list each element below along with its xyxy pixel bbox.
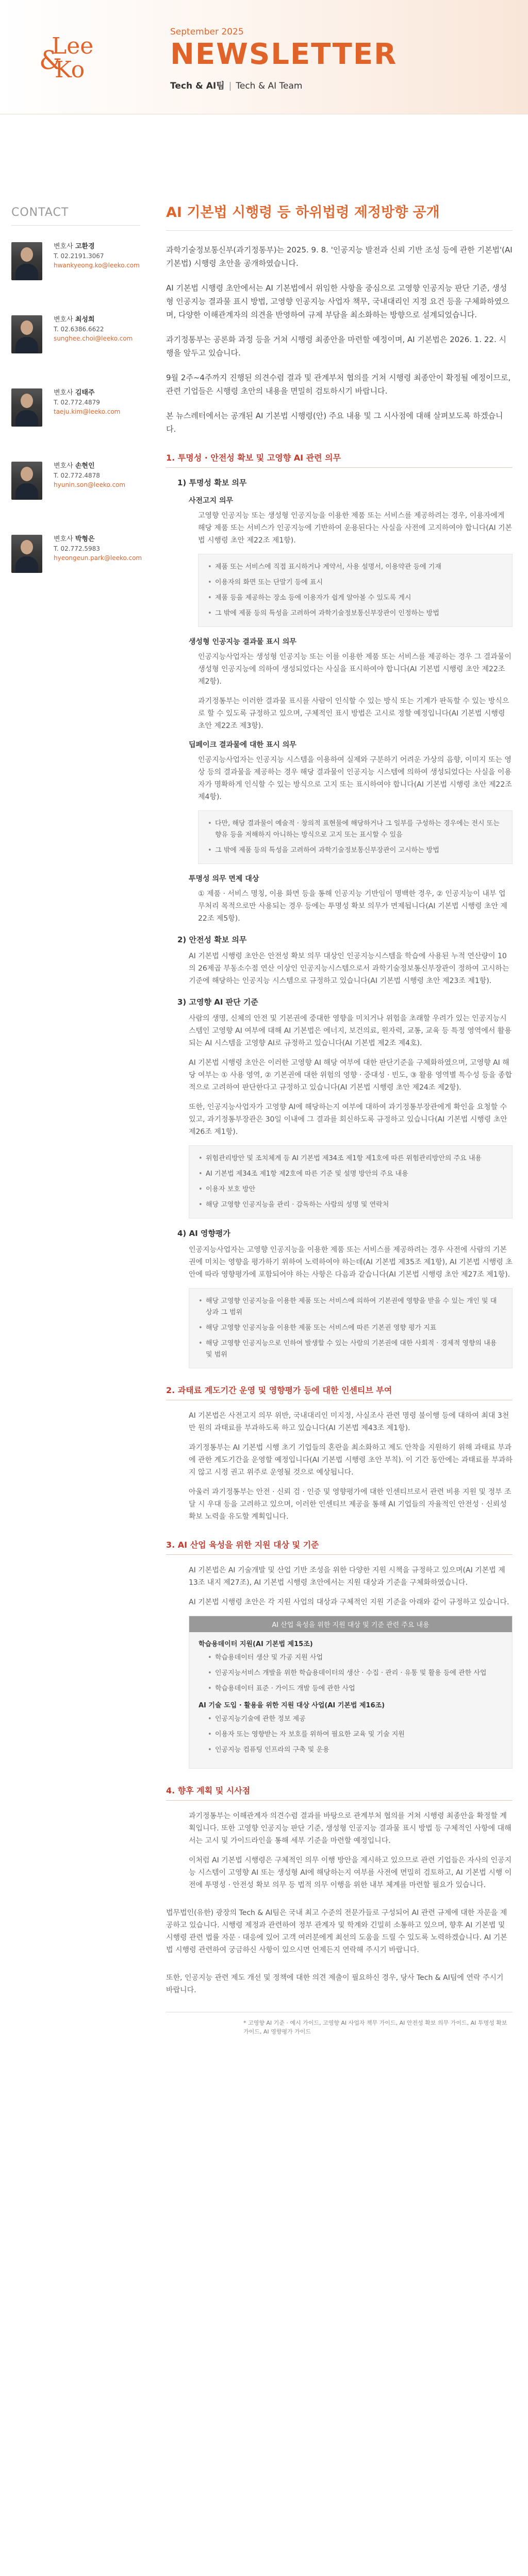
section-4 bbox=[166, 1784, 513, 1891]
avatar bbox=[11, 242, 42, 280]
avatar bbox=[11, 315, 42, 353]
intro-paragraph: 과기정통부는 공론화 과정 등을 거쳐 시행령 최종안을 마련할 예정이며, AI 기본법은 2026. 1. 22. 시행을 앞두고 있습니다. bbox=[166, 335, 506, 358]
info-box bbox=[189, 1288, 513, 1368]
contact-tel: T. 02.772.5983 bbox=[54, 545, 100, 552]
intro-paragraph: AI 기본법 시행령 초안에서는 AI 기본법에서 위임한 사항을 중심으로 고영향 인공지능 판단 기준, 생성형 인공지능 결과물 표시 방법, 고영향 인공지능 사업자 책무, 국내대리인 지정 요건 등을 구체화하였으며, 다양한 이해관계자의 의견을 반영하여 규제 부담을 최소화하는 방향으로 설계되었습니다. bbox=[166, 283, 509, 319]
contact-name-line bbox=[54, 242, 140, 251]
section-heading: 4. 향후 계획 및 시사점 bbox=[166, 1784, 513, 1801]
contact-email-link[interactable]: hyeongeun.park@leeko.com bbox=[54, 554, 142, 562]
article-intro bbox=[166, 243, 513, 436]
table-list bbox=[208, 1714, 503, 1756]
article-body bbox=[166, 201, 513, 2036]
intro-paragraph: 본 뉴스레터에서는 공개된 AI 기본법 시행령(안) 주요 내용 및 그 시사점에 대해 살펴보도록 하겠습니다. bbox=[166, 411, 503, 434]
subsection-heading: 4) AI 영향평가 bbox=[177, 1229, 230, 1238]
section-2 bbox=[166, 1384, 513, 1523]
table-list-item: • 학습용데이터 표준 · 가이드 개발 등에 관한 사업 bbox=[208, 1683, 503, 1694]
box-item: • 해당 고영향 인공지능으로 인하여 발생할 수 있는 사람의 기본권에 대한 사회적 · 경제적 영향의 내용 및 범위 bbox=[199, 1338, 503, 1361]
section-3 bbox=[166, 1538, 513, 1769]
issue-date: September 2025 bbox=[170, 27, 244, 37]
box-item: • 위험관리방안 및 조치체계 등 AI 기본법 제34조 제1항 제1호에 따른 위험관리방안의 주요 내용 bbox=[199, 1153, 503, 1164]
contact-name-line bbox=[54, 388, 120, 398]
box-item: • 그 밖에 제품 등의 특성을 고려하여 과학기술정보통신부장관이 고시하는 방법 bbox=[208, 845, 503, 856]
item-heading: 생성형 인공지능 결과물 표시 의무 bbox=[189, 638, 296, 646]
article-title: AI 기본법 시행령 등 하위법령 제정방향 공개 bbox=[166, 201, 513, 231]
lee-ko-logo[interactable] bbox=[37, 30, 113, 87]
paragraph: 사람의 생명, 신체의 안전 및 기본권에 중대한 영향을 미치거나 위험을 초래할 우려가 있는 인공지능시스템인 고영향 AI 여부에 대해 AI 기본법은 에너지, 보건의료, 원자력, 교통, 교육 등 특정 영역에서 활용되는 AI 시스템을 고영향 AI로 규정하고 있습니다(AI 기본법 제2조 제4호). bbox=[189, 1014, 512, 1047]
contact-name: 최성희 bbox=[75, 316, 95, 324]
info-box bbox=[198, 554, 513, 627]
team-label bbox=[170, 78, 397, 91]
table-section-title: 학습용데이터 지원(AI 기본법 제15조) bbox=[199, 1640, 313, 1648]
table-list-item: • 인공지능서비스 개발을 위한 학습용데이터의 생산 · 수집 · 관리 · 유통 및 활용 등에 관한 사업 bbox=[208, 1668, 503, 1679]
paragraph: AI 기본법은 AI 기술개발 및 산업 기반 조성을 위한 다양한 지원 시책을 규정하고 있으며(AI 기본법 제13조 내지 제27조), AI 기본법 시행령 초안에서는 지원 대상과 기준을 구체화하였습니다. bbox=[189, 1566, 505, 1587]
contact-role: 변호사 bbox=[54, 535, 73, 543]
contact-email-link[interactable]: sunghee.choi@leeko.com bbox=[54, 335, 133, 342]
paragraph: 인공지능사업자는 생성형 인공지능 또는 이를 이용한 제품 또는 서비스를 제공하는 경우 그 결과물이 생성형 인공지능에 의하여 생성되었다는 사실을 표시하여야 합니다(AI 기본법 시행령 초안 제22조 제2항). bbox=[198, 653, 512, 686]
contact-card bbox=[11, 388, 140, 445]
subsection-heading: 3) 고영향 AI 판단 기준 bbox=[177, 997, 258, 1007]
item-heading: 사전고지 의무 bbox=[189, 497, 234, 505]
paragraph: 과기정통부는 AI 기본법 시행 초기 기업들의 혼란을 최소화하고 제도 안착을 지원하기 위해 과태료 부과에 관한 계도기간을 운영할 예정입니다(AI 기본법 시행령 초안 부칙). 이 기간 동안에는 과태료를 부과하지 않고 시정 권고 위주로 운영될 것으로 예상됩니다. bbox=[189, 1444, 513, 1477]
contact-card bbox=[11, 315, 140, 372]
contact-role: 변호사 bbox=[54, 462, 73, 470]
intro-paragraph: 과학기술정보통신부(과기정통부)는 2025. 9. 8. '인공지능 발전과 신뢰 기반 조성 등에 관한 기본법'(AI 기본법) 시행령 초안을 공개하였습니다. bbox=[166, 245, 513, 268]
contact-role: 변호사 bbox=[54, 389, 73, 397]
paragraph: 아울러 과기정통부는 안전 · 신뢰 검 · 인증 및 영향평가에 대한 인센티브로서 관련 비용 지원 및 정부 조달 시 우대 등을 고려하고 있으며, 이러한 인센티브 제공을 통해 AI 기업들의 자율적인 안전성 · 신뢰성 확보 노력을 유도할 계획입니다. bbox=[189, 1488, 512, 1521]
table-list-item: • 인공지능 컴퓨팅 인프라의 구축 및 운용 bbox=[208, 1744, 503, 1756]
logo-ko: Ko bbox=[55, 57, 85, 83]
table-section-title: AI 기술 도입 · 활용을 위한 지원 대상 사업(AI 기본법 제16조) bbox=[199, 1702, 385, 1709]
box-item: • 그 밖에 제품 등의 특성을 고려하여 과학기술정보통신부장관이 인정하는 방법 bbox=[208, 608, 503, 619]
paragraph: 인공지능사업자는 인공지능 시스템을 이용하여 실제와 구분하기 어려운 가상의 음향, 이미지 또는 영상 등의 결과물을 제공하는 경우 해당 결과물이 인공지능 시스템에 의하여 생성되었다는 사실을 이용자가 명확하게 인식할 수 있는 방식으로 고지 또는 표시하여야 합니다(AI 기본법 시행령 초안 제22조 제4항). bbox=[198, 756, 512, 801]
table-list-item: • 인공지능기술에 관한 정보 제공 bbox=[208, 1714, 503, 1725]
info-box bbox=[189, 1145, 513, 1218]
contact-role: 변호사 bbox=[54, 316, 73, 324]
support-table-box bbox=[189, 1616, 513, 1769]
table-list-item: • 이용자 또는 영향받는 자 보호를 위하여 필요한 교육 및 기술 지원 bbox=[208, 1729, 503, 1740]
box-item: • 이용자의 화면 또는 단말기 등에 표시 bbox=[208, 577, 503, 588]
paragraph: 인공지능사업자는 고영향 인공지능을 이용한 제품 또는 서비스를 제공하려는 경우 사전에 사람의 기본권에 미치는 영향을 평가하기 위하여 노력하여야 하는데(AI 기본법 제35조 제1항), AI 기본법 시행령 초안에 따라 영향평가에 포함되어야 하는 사항은 다음과 같습니다(AI 기본법 시행령 초안 제27조 제1항). bbox=[189, 1246, 513, 1279]
box-item: • 다만, 해당 결과물이 예술적 · 창의적 표현물에 해당하거나 그 일부를 구성하는 경우에는 전시 또는 향유 등을 저해하지 아니하는 방식으로 고지 또는 표시할 수 있음 bbox=[208, 818, 503, 841]
contact-sidebar bbox=[11, 206, 140, 591]
paragraph: ① 제품 · 서비스 명칭, 이용 화면 등을 통해 인공지능 기반임이 명백한 경우, ② 인공지능이 내부 업무처리 목적으로만 사용되는 경우 등에는 투명성 확보 의무가 면제됩니다(AI 기본법 시행령 초안 제22조 제5항). bbox=[198, 890, 508, 923]
contact-info bbox=[54, 242, 140, 270]
contact-name-line bbox=[54, 535, 142, 544]
contact-name: 박형은 bbox=[75, 535, 95, 543]
paragraph: 고영향 인공지능 또는 생성형 인공지능을 이용한 제품 또는 서비스를 제공하려는 경우, 이용자에게 해당 제품 또는 서비스가 인공지능에 기반하여 운용된다는 사실을 사전에 고지하여야 합니다(AI 기본법 시행령 초안 제22조 제1항). bbox=[198, 512, 513, 545]
team-name-ko: Tech & AI팀 bbox=[170, 81, 225, 91]
paragraph: 과기정통부는 이해관계자 의견수렴 결과를 바탕으로 관계부처 협의를 거쳐 시행령 최종안을 확정할 계획입니다. 또한 고영향 인공지능 판단 기준, 생성형 인공지능 결과물 표시 방법 등 구체적인 사항에 대해서는 고시 및 가이드라인을 통해 세부 기준을 마련할 예정입니다. bbox=[189, 1812, 512, 1845]
contact-name: 손현인 bbox=[75, 462, 95, 470]
contact-tel: T. 02.2191.3067 bbox=[54, 252, 104, 260]
footnote: * 고영향 AI 기준 · 예시 가이드, 고영향 AI 사업자 책무 가이드, AI 안전성 확보 의무 가이드, AI 투명성 확보 가이드, AI 영향평가 가이드 bbox=[166, 2012, 513, 2036]
contact-tel: T. 02.6386.6622 bbox=[54, 326, 104, 333]
avatar bbox=[11, 462, 42, 500]
contact-info bbox=[54, 535, 142, 563]
paragraph: 또한, 인공지능사업자가 고영향 AI에 해당하는지 여부에 대하여 과기정통부장관에게 확인을 요청할 수 있고, 과기정통부장관은 30일 이내에 그 결과를 회신하도록 규정하고 있습니다(AI 기본법 시행령 초안 제26조 제1항). bbox=[189, 1103, 507, 1136]
team-separator: | bbox=[228, 81, 232, 91]
box-item: • AI 기본법 제34조 제1항 제2호에 따른 기준 및 설명 방안의 주요 내용 bbox=[199, 1168, 503, 1180]
contact-info bbox=[54, 462, 125, 489]
contact-card bbox=[11, 462, 140, 518]
info-box bbox=[198, 810, 513, 864]
closing-paragraph: 법무법인(유한) 광장의 Tech & AI팀은 국내 최고 수준의 전문가들로 구성되어 AI 관련 규제에 대한 자문을 제공하고 있습니다. 시행령 제정과 관련하여 정부 관계자 및 학계와 긴밀히 소통하고 있으며, 향후 AI 기본법 및 시행령 관련 법률 자문 · 대응에 있어 고객 여러분에게 최선의 도움을 드릴 수 있도록 노력하겠습니다. AI 기본법 시행령 관련하여 궁금하신 사항이 있으시면 언제든지 연락해 주시기 바랍니다. bbox=[166, 1909, 507, 1954]
section-1 bbox=[166, 451, 513, 1368]
contact-card bbox=[11, 535, 140, 591]
paragraph: 이처럼 AI 기본법 시행령은 구체적인 의무 이행 방안을 제시하고 있으므로 관련 기업들은 자사의 인공지능 시스템이 고영향 AI 또는 생성형 AI에 해당하는지 여부를 사전에 면밀히 검토하고, AI 기본법 시행 이전에 투명성 · 안전성 확보 의무 등 법적 의무 이행을 위한 내부 체계를 마련할 필요가 있습니다. bbox=[189, 1856, 512, 1889]
subsection-heading: 2) 안전성 확보 의무 bbox=[177, 935, 247, 944]
item-heading: 투명성 의무 면제 대상 bbox=[189, 875, 259, 883]
paragraph: AI 기본법 시행령 초안은 각 지원 사업의 대상과 구체적인 지원 기준을 아래와 같이 규정하고 있습니다. bbox=[189, 1598, 509, 1606]
contact-heading: CONTACT bbox=[11, 206, 140, 226]
contact-email-link[interactable]: taeju.kim@leeko.com bbox=[54, 408, 121, 415]
table-header: AI 산업 육성을 위한 지원 대상 및 기준 관련 주요 내용 bbox=[189, 1616, 512, 1632]
item-heading: 딥페이크 결과물에 대한 표시 의무 bbox=[189, 741, 296, 749]
section-heading: 3. AI 산업 육성을 위한 지원 대상 및 기준 bbox=[166, 1538, 513, 1555]
paragraph: AI 기본법은 사전고지 의무 위반, 국내대리인 미지정, 사실조사 관련 명령 불이행 등에 대하여 최대 3천만 원의 과태료를 부과하도록 하고 있습니다(AI 기본법 제43조 제1항). bbox=[189, 1412, 509, 1432]
avatar bbox=[11, 388, 42, 427]
contact-info bbox=[54, 315, 133, 343]
box-item: • 해당 고영향 인공지능을 관리 · 감독하는 사람의 성명 및 연락처 bbox=[199, 1199, 503, 1211]
contact-info bbox=[54, 388, 120, 416]
paragraph: 과기정통부는 이러한 결과물 표시를 사람이 인식할 수 있는 방식 또는 기계가 판독할 수 있는 방식으로 할 수 있도록 규정하고 있으며, 구체적인 표시 방법은 고시로 정할 예정입니다(AI 기본법 시행령 초안 제22조 제3항). bbox=[198, 697, 509, 730]
avatar bbox=[11, 535, 42, 573]
intro-paragraph: 9월 2주~4주까지 진행된 의견수렴 결과 및 관계부처 협의를 거쳐 시행령 최종안이 확정될 예정이므로, 관련 기업들은 시행령 초안의 내용을 면밀히 검토하시기 바랍니다. bbox=[166, 373, 511, 396]
team-name-en: Tech & AI Team bbox=[236, 81, 303, 91]
contact-role: 변호사 bbox=[54, 243, 73, 250]
contact-name: 고환경 bbox=[75, 243, 95, 250]
subsection-heading: 1) 투명성 확보 의무 bbox=[177, 478, 247, 487]
box-item: • 이용자 보호 방안 bbox=[199, 1184, 503, 1195]
contact-name: 김태주 bbox=[75, 389, 95, 397]
paragraph: AI 기본법 시행령 초안은 이러한 고영향 AI 해당 여부에 대한 판단기준을 구체화하였으며, 고영향 AI 해당 여부는 ① 사용 영역, ② 기본권에 대한 위험의 영향 · 중대성 · 빈도, ③ 활용 영역별 특수성 등을 종합적으로 고려하여 판단한다고 규정하고 있습니다(AI 기본법 시행령 초안 제24조 제2항). bbox=[189, 1059, 512, 1092]
section-heading: 1. 투명성 · 안전성 확보 및 고영향 AI 관련 의무 bbox=[166, 451, 513, 468]
logo-ampersand: & bbox=[39, 45, 62, 75]
box-item: • 해당 고영향 인공지능을 이용한 제품 또는 서비스에 의하여 기본권에 영향을 받을 수 있는 개인 및 대상과 그 범위 bbox=[199, 1296, 503, 1318]
contact-card bbox=[11, 242, 140, 299]
contact-email-link[interactable]: hyunin.son@leeko.com bbox=[54, 481, 126, 488]
box-item: • 해당 고영향 인공지능을 이용한 제품 또는 서비스에 따른 기본권 영향 평가 지표 bbox=[199, 1323, 503, 1334]
contact-tel: T. 02.772.4878 bbox=[54, 472, 100, 479]
section-heading: 2. 과태료 계도기간 운영 및 영향평가 등에 대한 인센티브 부여 bbox=[166, 1384, 513, 1400]
contact-name-line bbox=[54, 462, 125, 471]
contact-name-line bbox=[54, 315, 133, 325]
contact-tel: T. 02.772.4879 bbox=[54, 399, 100, 406]
box-item: • 제품 또는 서비스에 직접 표시하거나 계약서, 사용 설명서, 이용약관 등에 기재 bbox=[208, 562, 503, 573]
newsletter-title: NEWSLETTER bbox=[170, 38, 398, 71]
closing-paragraph: 또한, 인공지능 관련 제도 개선 및 정책에 대한 의견 제출이 필요하신 경우, 당사 Tech & AI팀에 연락 주시기 바랍니다. bbox=[166, 1974, 504, 1994]
logo-lee: Lee bbox=[52, 33, 94, 59]
paragraph: AI 기본법 시행령 초안은 안전성 확보 의무 대상인 인공지능시스템을 학습에 사용된 누적 연산량이 10의 26제곱 부동소수점 연산 이상인 인공지능시스템으로서 과학기술정보통신부장관이 정하여 고시하는 기준에 해당하는 인공지능 시스템으로 규정하고 있습니다(AI 기본법 시행령 초안 제23조 제1항). bbox=[189, 952, 509, 985]
header-text bbox=[170, 27, 397, 91]
table-list-item: • 학습용데이터 생산 및 가공 지원 사업 bbox=[208, 1652, 503, 1664]
contact-email-link[interactable]: hwankyeong.ko@leeko.com bbox=[54, 262, 140, 269]
newsletter-header bbox=[0, 0, 528, 114]
box-item: • 제품 등을 제공하는 장소 등에 이용자가 쉽게 알아볼 수 있도록 게시 bbox=[208, 592, 503, 604]
table-list bbox=[208, 1652, 503, 1694]
